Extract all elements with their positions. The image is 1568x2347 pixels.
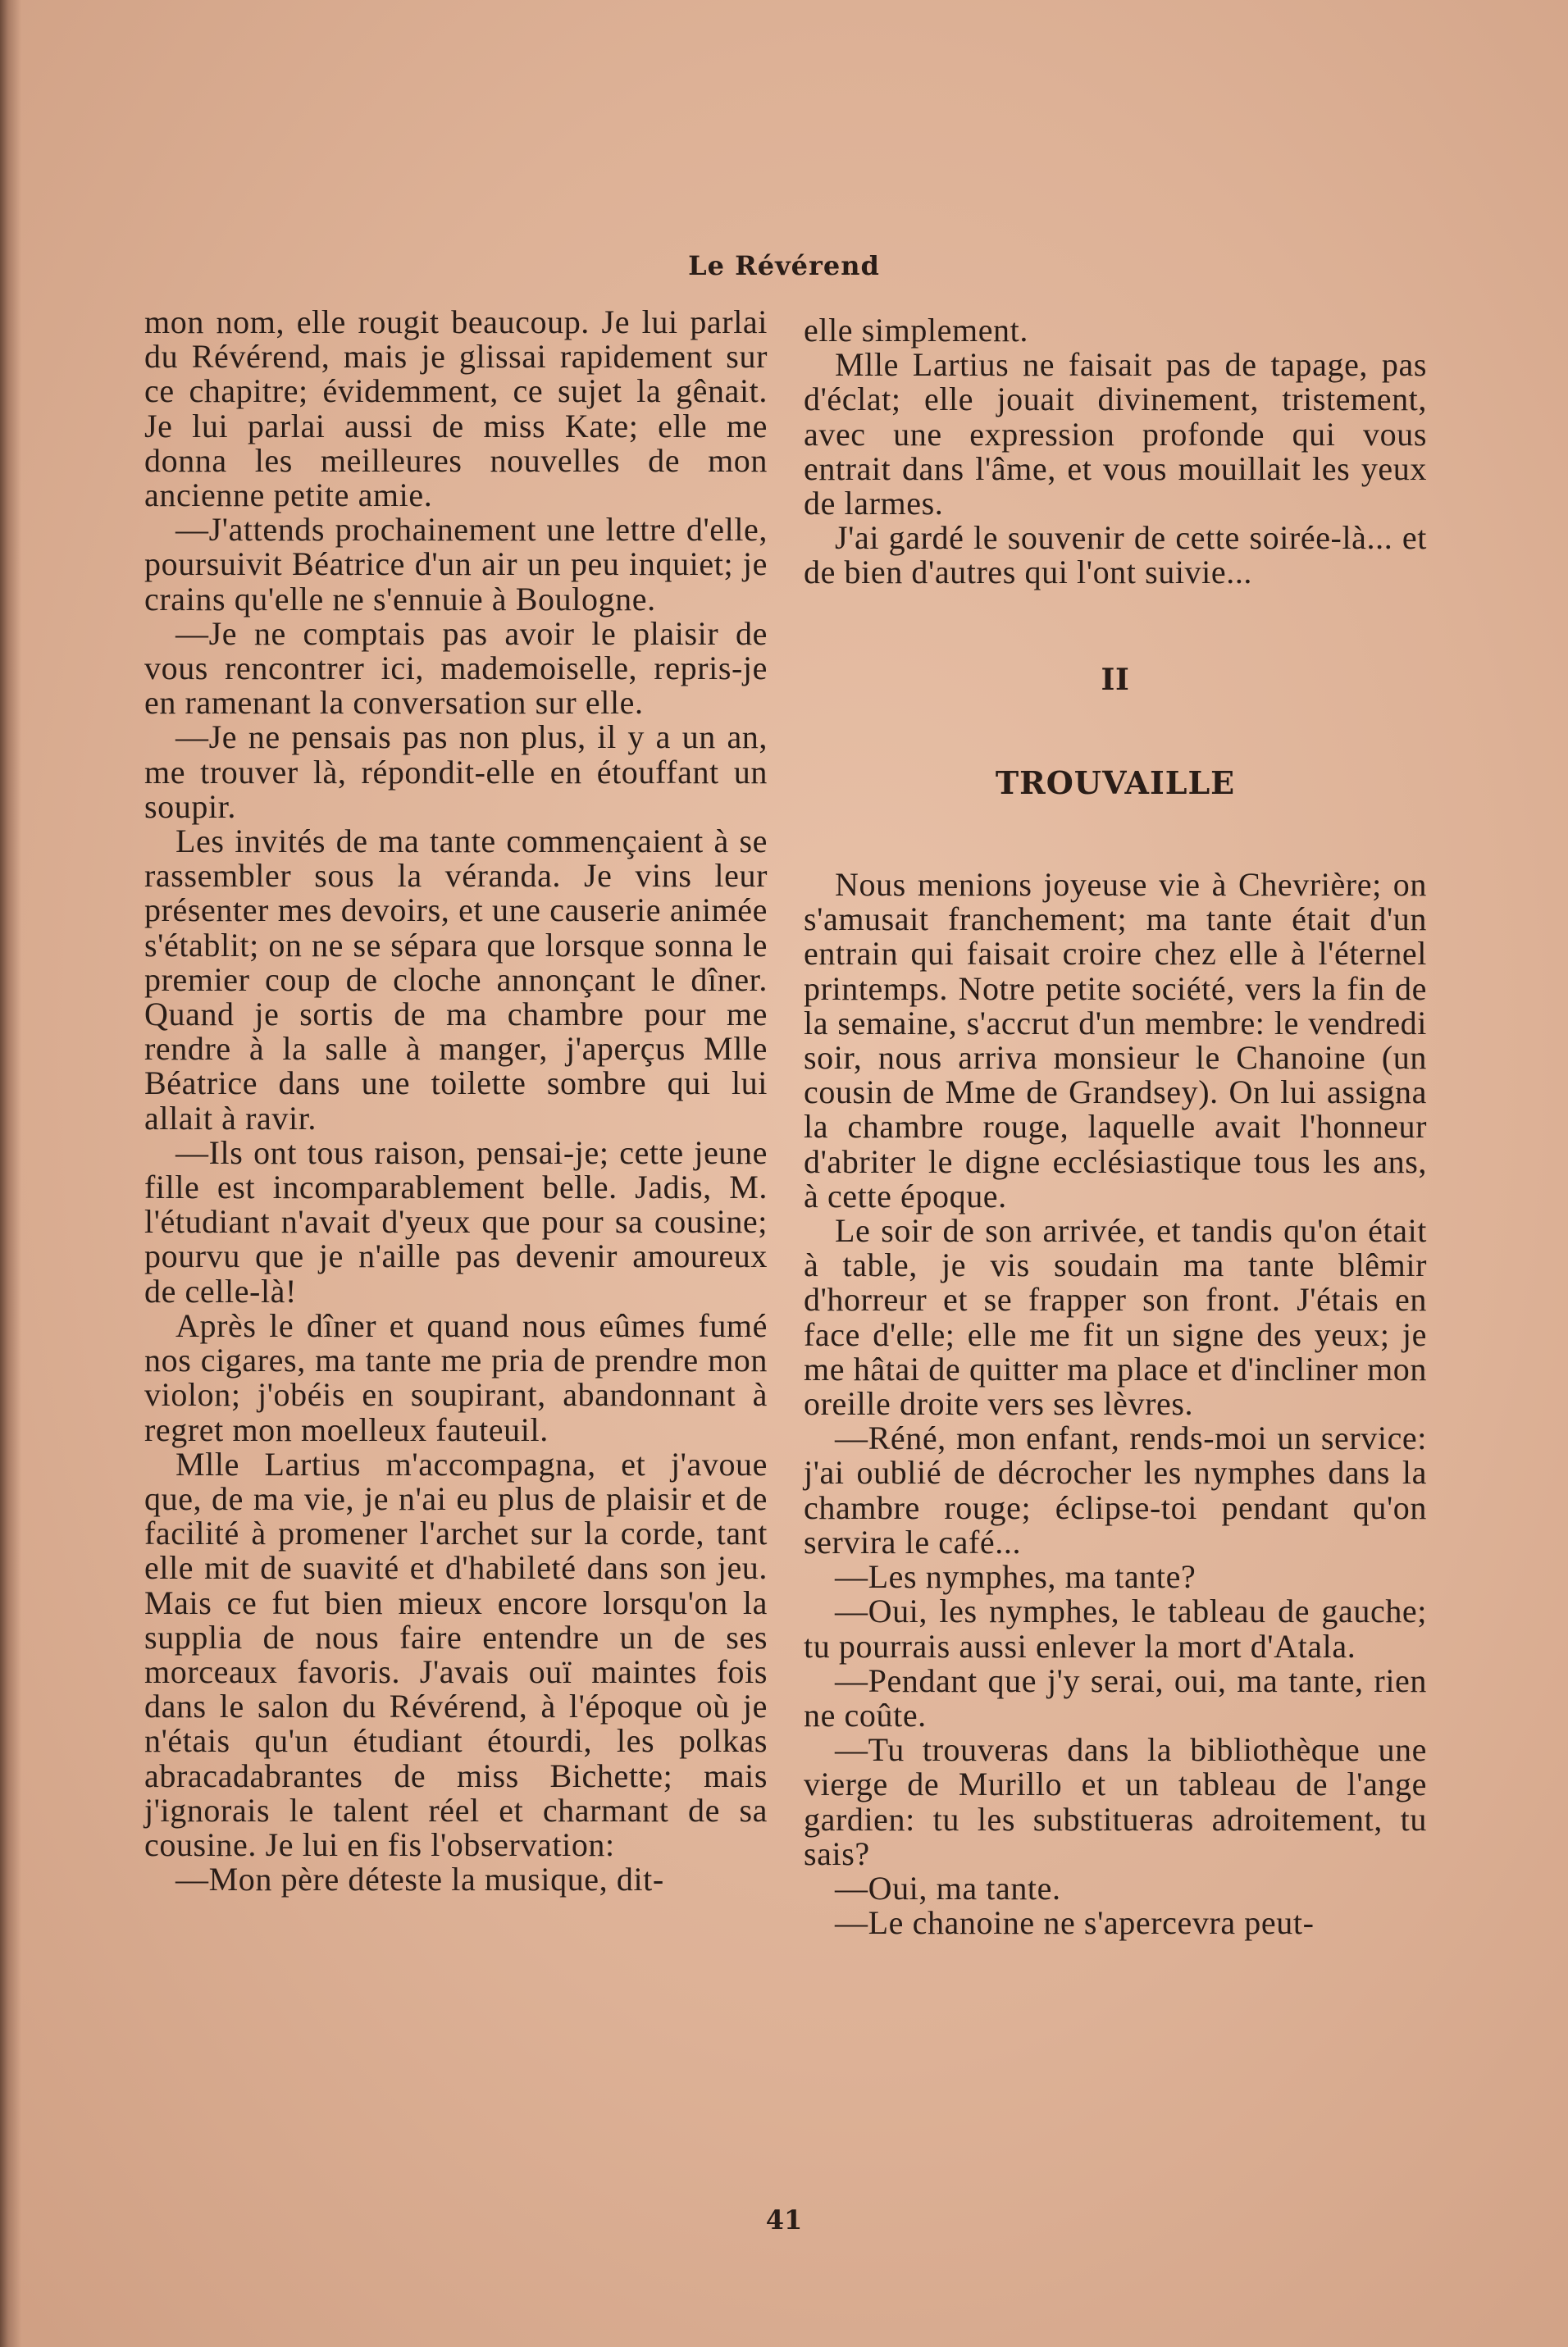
paragraph: —J'attends prochainement une lettre d'elle, poursuivit Béatrice d'un air un peu inquiet; je crains qu'elle ne s'ennuie à Boulogne. (144, 511, 768, 618)
paragraph: Les invités de ma tante commençaient à se rassembler sous la véranda. Je vins leur présenter mes devoirs, et une causerie animée s'établit; on ne se sépara que lorsque sonna le premier coup de cloche annonçant le dîner. Quand je sortis de ma chambre pour me rendre à la salle à manger, j'aperçus Mlle Béatrice dans une toilette sombre qui lui allait à ravir. (144, 823, 768, 1137)
paragraph: J'ai gardé le souvenir de cette soirée-là... et de bien d'autres qui l'ont suivie... (804, 519, 1427, 591)
paragraph: Le soir de son arrivée, et tandis qu'on était à table, je vis soudain ma tante blêmir d'horreur et se frapper son front. J'étais en face d'elle; elle me fit un signe des yeux; je me hâtai de quitter ma place et d'incliner mon oreille droite vers ses lèvres. (804, 1212, 1427, 1423)
paragraph: —Ils ont tous raison, pensai-je; cette jeune fille est incomparablement belle. Jadis, M. l'étudiant n'avait d'yeux que pour sa cousine; pourvu que je n'aille pas devenir amoureux de celle-là! (144, 1133, 768, 1310)
paragraph: —Réné, mon enfant, rends-moi un service: j'ai oublié de décrocher les nymphes dans la chambre rouge; éclipse-toi pendant qu'on servira le café... (804, 1420, 1427, 1561)
book-spine-shadow (0, 0, 21, 2347)
paragraph: —Le chanoine ne s'apercevra peut- (835, 1904, 1315, 1942)
paragraph: —Tu trouveras dans la bibliothèque une vierge de Murillo et un tableau de l'ange gardien: tu les substitueras adroitement, tu sais? (804, 1731, 1427, 1872)
section-number: II (1101, 662, 1130, 697)
paragraph: Nous menions joyeuse vie à Chevrière; on s'amusait franchement; ma tante était d'un entrain qui faisait croire chez elle à l'éternel printemps. Notre petite société, vers la fin de la semaine, s'accrut d'un membre: le vendredi soir, nous arriva monsieur le Chanoine (un cousin de Mme de Grandsey). On lui assigna la chambre rouge, laquelle avait l'honneur d'abriter le digne ecclésiastique tous les ans, à cette époque. (804, 866, 1427, 1215)
paragraph: Mlle Lartius ne faisait pas de tapage, pas d'éclat; elle jouait divinement, tristement, avec une expression profonde qui vous entrait dans l'âme, et vous mouillait les yeux de larmes. (804, 346, 1427, 522)
paragraph: —Je ne comptais pas avoir le plaisir de vous rencontrer ici, mademoiselle, repris-je en ramenant la conversation sur elle. (144, 614, 768, 722)
paragraph: —Oui, ma tante. (835, 1869, 1061, 1907)
paragraph: elle simplement. (804, 312, 1028, 349)
paragraph: mon nom, elle rougit beaucoup. Je lui parlai du Révérend, mais je glissai rapidement sur ce chapitre; évidemment, ce sujet la gênait. Je lui parlai aussi de miss Kate; elle me donna les meilleures nouvelles de mon ancienne petite amie. (144, 303, 768, 514)
section-title: TROUVAILLE (995, 763, 1236, 801)
left-column (144, 305, 768, 1897)
running-head: Le Révérend (688, 250, 880, 281)
right-column (804, 313, 1427, 1940)
paragraph: —Les nymphes, ma tante? (835, 1558, 1197, 1596)
paragraph: —Pendant que j'y serai, oui, ma tante, rien ne coûte. (804, 1661, 1427, 1734)
paragraph: —Mon père déteste la musique, dit- (175, 1861, 664, 1898)
paragraph: —Je ne pensais pas non plus, il y a un an, me trouver là, répondit-elle en étouffant un soupir. (144, 718, 768, 825)
paragraph: —Oui, les nymphes, le tableau de gauche; tu pourrais aussi enlever la mort d'Atala. (804, 1593, 1427, 1665)
page-number: 41 (765, 2204, 803, 2235)
paragraph: Après le dîner et quand nous eûmes fumé nos cigares, ma tante me pria de prendre mon violon; j'obéis en soupirant, abandonnant à regret mon moelleux fauteuil. (144, 1306, 768, 1448)
paragraph: Mlle Lartius m'accompagna, et j'avoue que, de ma vie, je n'ai eu plus de plaisir et de facilité à promener l'archet sur la corde, tant elle mit de suavité et d'habileté dans son jeu. Mais ce fut bien mieux encore lorsqu'on la supplia de nous faire entendre un de ses morceaux favoris. J'avais ouï maintes fois dans le salon du Révérend, à l'époque où je n'étais qu'un étudiant étourdi, les polkas abracadabrantes de miss Bichette; mais j'ignorais le talent réel et charmant de sa cousine. Je lui en fis l'observation: (144, 1445, 768, 1863)
